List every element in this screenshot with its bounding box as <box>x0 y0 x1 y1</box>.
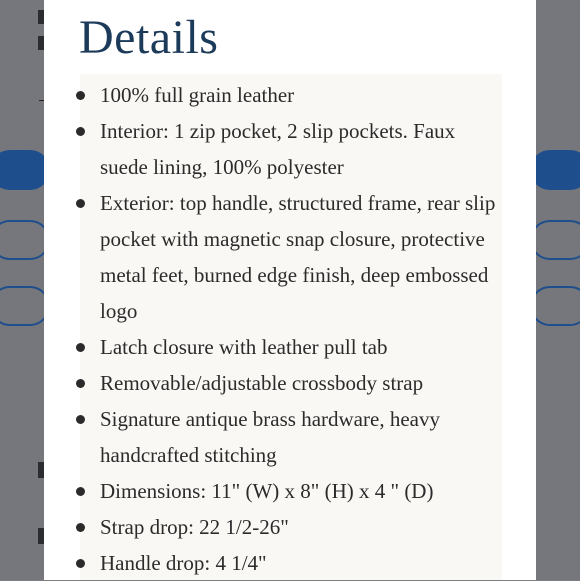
bullet-icon <box>76 559 85 568</box>
background-primary-button <box>530 150 580 190</box>
list-item-text: Signature antique brass hardware, heavy handcrafted stitching <box>100 407 440 467</box>
list-item <box>72 509 502 545</box>
list-item-text: Handle drop: 4 1/4" <box>100 551 267 575</box>
list-item <box>72 545 502 581</box>
list-item-text: Removable/adjustable crossbody strap <box>100 371 424 395</box>
bullet-icon <box>76 91 85 100</box>
list-item-text: Exterior: top handle, structured frame, rear slip pocket with magnetic snap closure, protective metal feet, burned edge finish, deep embossed logo <box>100 191 496 323</box>
list-item <box>72 401 502 473</box>
background-primary-button <box>0 150 50 190</box>
list-item-text: Latch closure with leather pull tab <box>100 335 388 359</box>
list-item <box>72 185 502 329</box>
bullet-icon <box>76 199 85 208</box>
bullet-icon <box>76 415 85 424</box>
background-outline-button <box>0 220 50 260</box>
list-item <box>72 329 502 365</box>
list-item-text: Strap drop: 22 1/2-26" <box>100 515 289 539</box>
background-outline-button <box>530 286 580 326</box>
bullet-icon <box>76 343 85 352</box>
list-item <box>72 77 502 113</box>
modal-title: Details <box>79 11 219 64</box>
bullet-icon <box>76 487 85 496</box>
list-item-text: Dimensions: 11" (W) x 8" (H) x 4 " (D) <box>100 479 434 503</box>
list-item-text: Interior: 1 zip pocket, 2 slip pockets. Faux suede lining, 100% polyester <box>100 119 456 179</box>
bullet-icon <box>76 523 85 532</box>
bullet-icon <box>76 127 85 136</box>
bullet-icon <box>76 379 85 388</box>
list-item <box>72 473 502 509</box>
background-outline-button <box>530 220 580 260</box>
background-outline-button <box>0 286 50 326</box>
list-item <box>72 365 502 401</box>
details-list <box>72 77 502 581</box>
list-item <box>72 113 502 185</box>
list-item-text: 100% full grain leather <box>100 83 295 107</box>
